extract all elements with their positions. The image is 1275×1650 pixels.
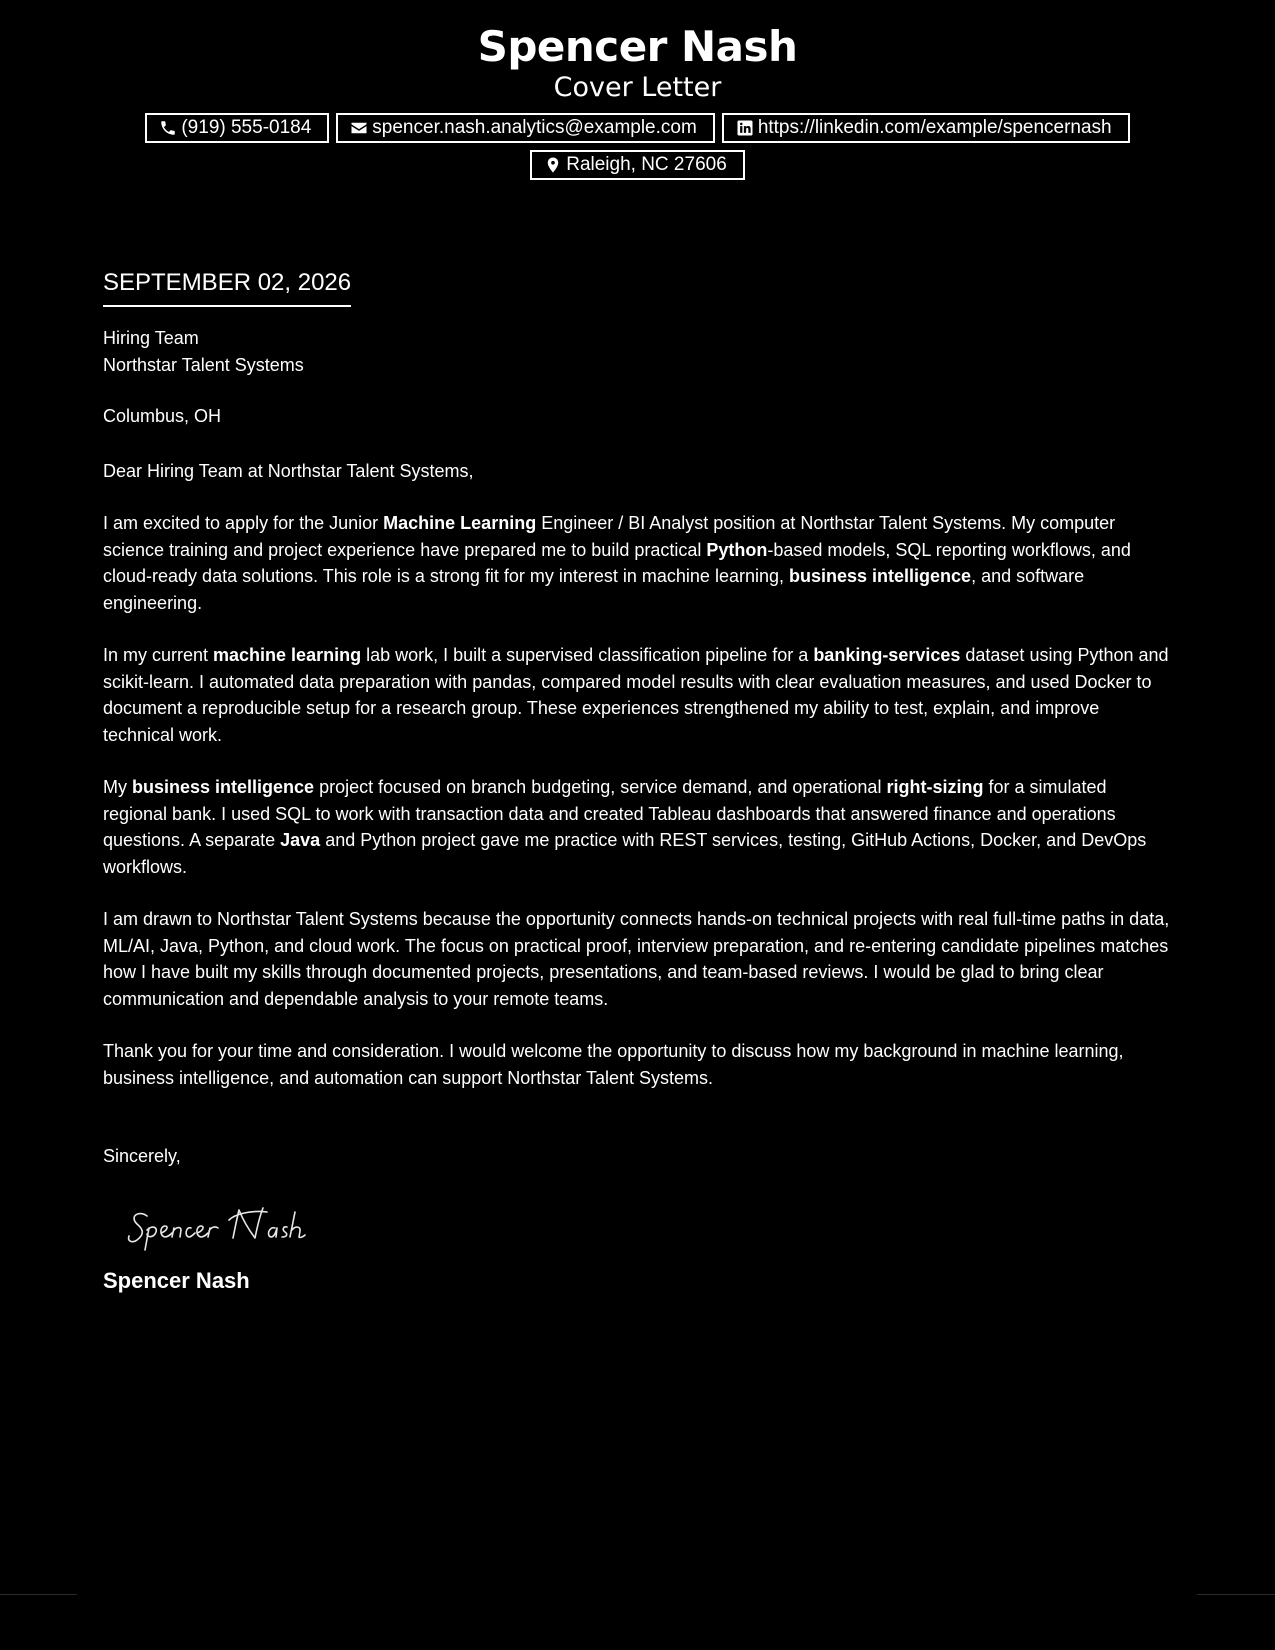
recipient-block [103, 325, 1173, 430]
recipient-city: Columbus, OH [103, 406, 222, 426]
p3-bold-d: right-sizing [886, 777, 984, 797]
document-subtitle: Cover Letter [553, 72, 722, 103]
linkedin-icon [736, 119, 754, 137]
paragraph-5: Thank you for your time and consideration. I would welcome the opportunity to discuss how my background in machine learning, business intelligence, and automation can support Northstar Talent Systems. [103, 1041, 1124, 1088]
p1-text-e: -based models, SQL reporting workflows, and cloud-ready data solutions. This role is a strong fit for my interest in machine learning, [103, 539, 1131, 586]
p2-bold-d: banking-services [813, 645, 961, 665]
location-text: Raleigh, NC 27606 [566, 154, 727, 175]
letter-header [0, 22, 1275, 104]
p3-text-e: for a simulated regional bank. I used SQL to work with transaction data and created Tableau dashboards that answered finance and operations questions. A separate [103, 777, 1116, 850]
linkedin-text: https://linkedin.com/example/spencernash [757, 117, 1112, 138]
envelope-icon [350, 119, 368, 137]
p3-text-a: My [103, 777, 132, 797]
contact-bar [0, 113, 1275, 180]
paragraph-4: I am drawn to Northstar Talent Systems because the opportunity connects hands-on technical projects with real full-time paths in data, ML/AI, Java, Python, and cloud work. The focus on practical proof, interview preparation, and re-entering candidate pipelines matches how I have built my skills through documented projects, presentations, and team-based reviews. I would be glad to bring clear communication and dependable analysis to your remote teams. [103, 909, 1170, 1009]
p3-text-g: and Python project gave me practice with REST services, testing, GitHub Actions, Docker, and DevOps workflows. [103, 830, 1147, 877]
location-chip [530, 150, 745, 180]
p1-text-g: , and software engineering. [103, 566, 1085, 613]
closing: Sincerely, [103, 1146, 181, 1166]
p2-text-e: dataset using Python and scikit-learn. I automated data preparation with pandas, compared model results with clear evaluation measures, and used Docker to document a reproducible setup for a research group. These experiences strengthened my ability to test, explain, and improve technical work. [103, 645, 1169, 745]
email-chip[interactable] [336, 113, 715, 143]
signature-image [125, 1198, 355, 1258]
recipient-line-2: Northstar Talent Systems [103, 354, 304, 375]
salutation: Dear Hiring Team at Northstar Talent Systems, [103, 460, 474, 481]
letter-body [103, 265, 1173, 1294]
p1-bold-d: Python [706, 539, 768, 560]
footer-rule-left [0, 1594, 77, 1595]
p3-bold-b: business intelligence [132, 777, 315, 797]
p2-text-a: In my current [103, 645, 214, 665]
phone-icon [159, 119, 177, 137]
linkedin-chip[interactable] [722, 113, 1130, 143]
p3-text-c: project focused on branch budgeting, service demand, and operational [314, 777, 887, 797]
paragraph-3 [103, 774, 1173, 880]
applicant-name: Spencer Nash [477, 22, 798, 71]
signer-name: Spencer Nash [103, 1267, 250, 1293]
p2-text-c: lab work, I built a supervised classification pipeline for a [361, 645, 814, 665]
p1-bold-f: business intelligence [789, 566, 972, 586]
phone-text: (919) 555-0184 [181, 117, 312, 138]
map-pin-icon [544, 156, 562, 174]
paragraph-2 [103, 642, 1173, 748]
paragraph-1 [103, 510, 1173, 616]
p2-bold-b: machine learning [213, 645, 362, 665]
recipient-line-1: Hiring Team [103, 328, 199, 348]
p1-bold-b: Machine Learning [383, 513, 537, 533]
phone-chip[interactable] [145, 113, 329, 143]
p1-text-c: Engineer / BI Analyst position at Northstar Talent Systems. My computer science training and project experience have prepared me to build practical [103, 513, 1116, 560]
p3-bold-f: Java [280, 830, 321, 850]
email-text: spencer.nash.analytics@example.com [372, 117, 697, 138]
p1-text-a: I am excited to apply for the Junior [103, 513, 384, 533]
letter-date: SEPTEMBER 02, 2026 [103, 265, 351, 307]
handwritten-signature [125, 1198, 1173, 1258]
footer-rule-right [1197, 1594, 1275, 1595]
